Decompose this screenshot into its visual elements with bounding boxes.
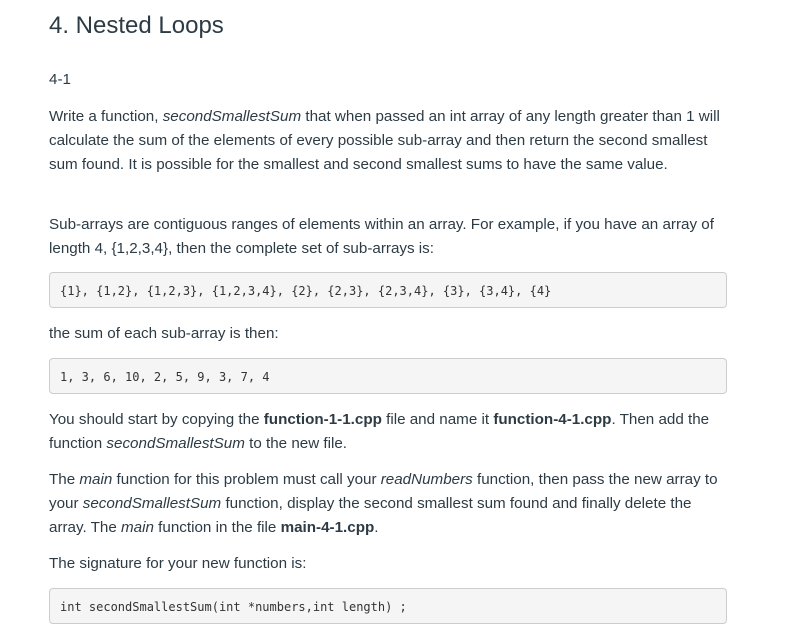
paragraph-description [49, 105, 729, 177]
function-name: secondSmallestSum [162, 108, 302, 125]
para5-text-3: function, then pass the new array to your [49, 471, 718, 512]
function-name: secondSmallestSum [106, 435, 245, 452]
para5-text-6: . [374, 519, 379, 536]
para4-text-3: . Then add the function [49, 411, 710, 452]
file-name-source: function-1-1.cpp [263, 411, 382, 428]
section-label: 4-1 [49, 71, 71, 88]
main-function-name: main [121, 519, 154, 536]
read-function-name: readNumbers [380, 471, 473, 488]
file-name-target: function-4-1.cpp [493, 411, 612, 428]
paragraph-signature-intro: The signature for your new function is: [49, 555, 307, 572]
function-name: secondSmallestSum [82, 495, 222, 512]
para5-text-4: function, display the second smallest sum found and finally delete the array. The [49, 495, 692, 536]
para5-text-1: The [49, 471, 80, 488]
file-name-main: main-4-1.cpp [280, 519, 375, 536]
paragraph-sum-intro: the sum of each sub-array is then: [49, 325, 279, 342]
paragraph-main-instructions [49, 468, 729, 540]
para5-text-2: function for this problem must call your [112, 471, 381, 488]
para4-text-1: You should start by copying the [49, 411, 264, 428]
paragraph-subarray-definition: Sub-arrays are contiguous ranges of elements within an array. For example, if you have an array of length 4, {1,2,3,4}, then the complete set of sub-arrays is: [49, 216, 714, 257]
para1-text-2: that when passed an int array of any length greater than 1 will calculate the sum of the elements of every possible sub-array and then return the second smallest sum found. It is possible for the smallest and second smallest sums to have the same value. [49, 108, 720, 173]
paragraph-copy-instructions [49, 408, 729, 456]
para4-text-2: file and name it [381, 411, 494, 428]
para5-text-5: function in the file [153, 519, 281, 536]
code-block-subarrays: {1}, {1,2}, {1,2,3}, {1,2,3,4}, {2}, {2,3}, {2,3,4}, {3}, {3,4}, {4} [49, 272, 727, 308]
code-block-signature: int secondSmallestSum(int *numbers,int length) ; [49, 588, 727, 624]
page-title: 4. Nested Loops [49, 12, 224, 39]
code-block-sums: 1, 3, 6, 10, 2, 5, 9, 3, 7, 4 [49, 358, 727, 394]
para4-text-4: to the new file. [244, 435, 348, 452]
main-function-name: main [79, 471, 113, 488]
para1-text-1: Write a function, [49, 108, 163, 125]
